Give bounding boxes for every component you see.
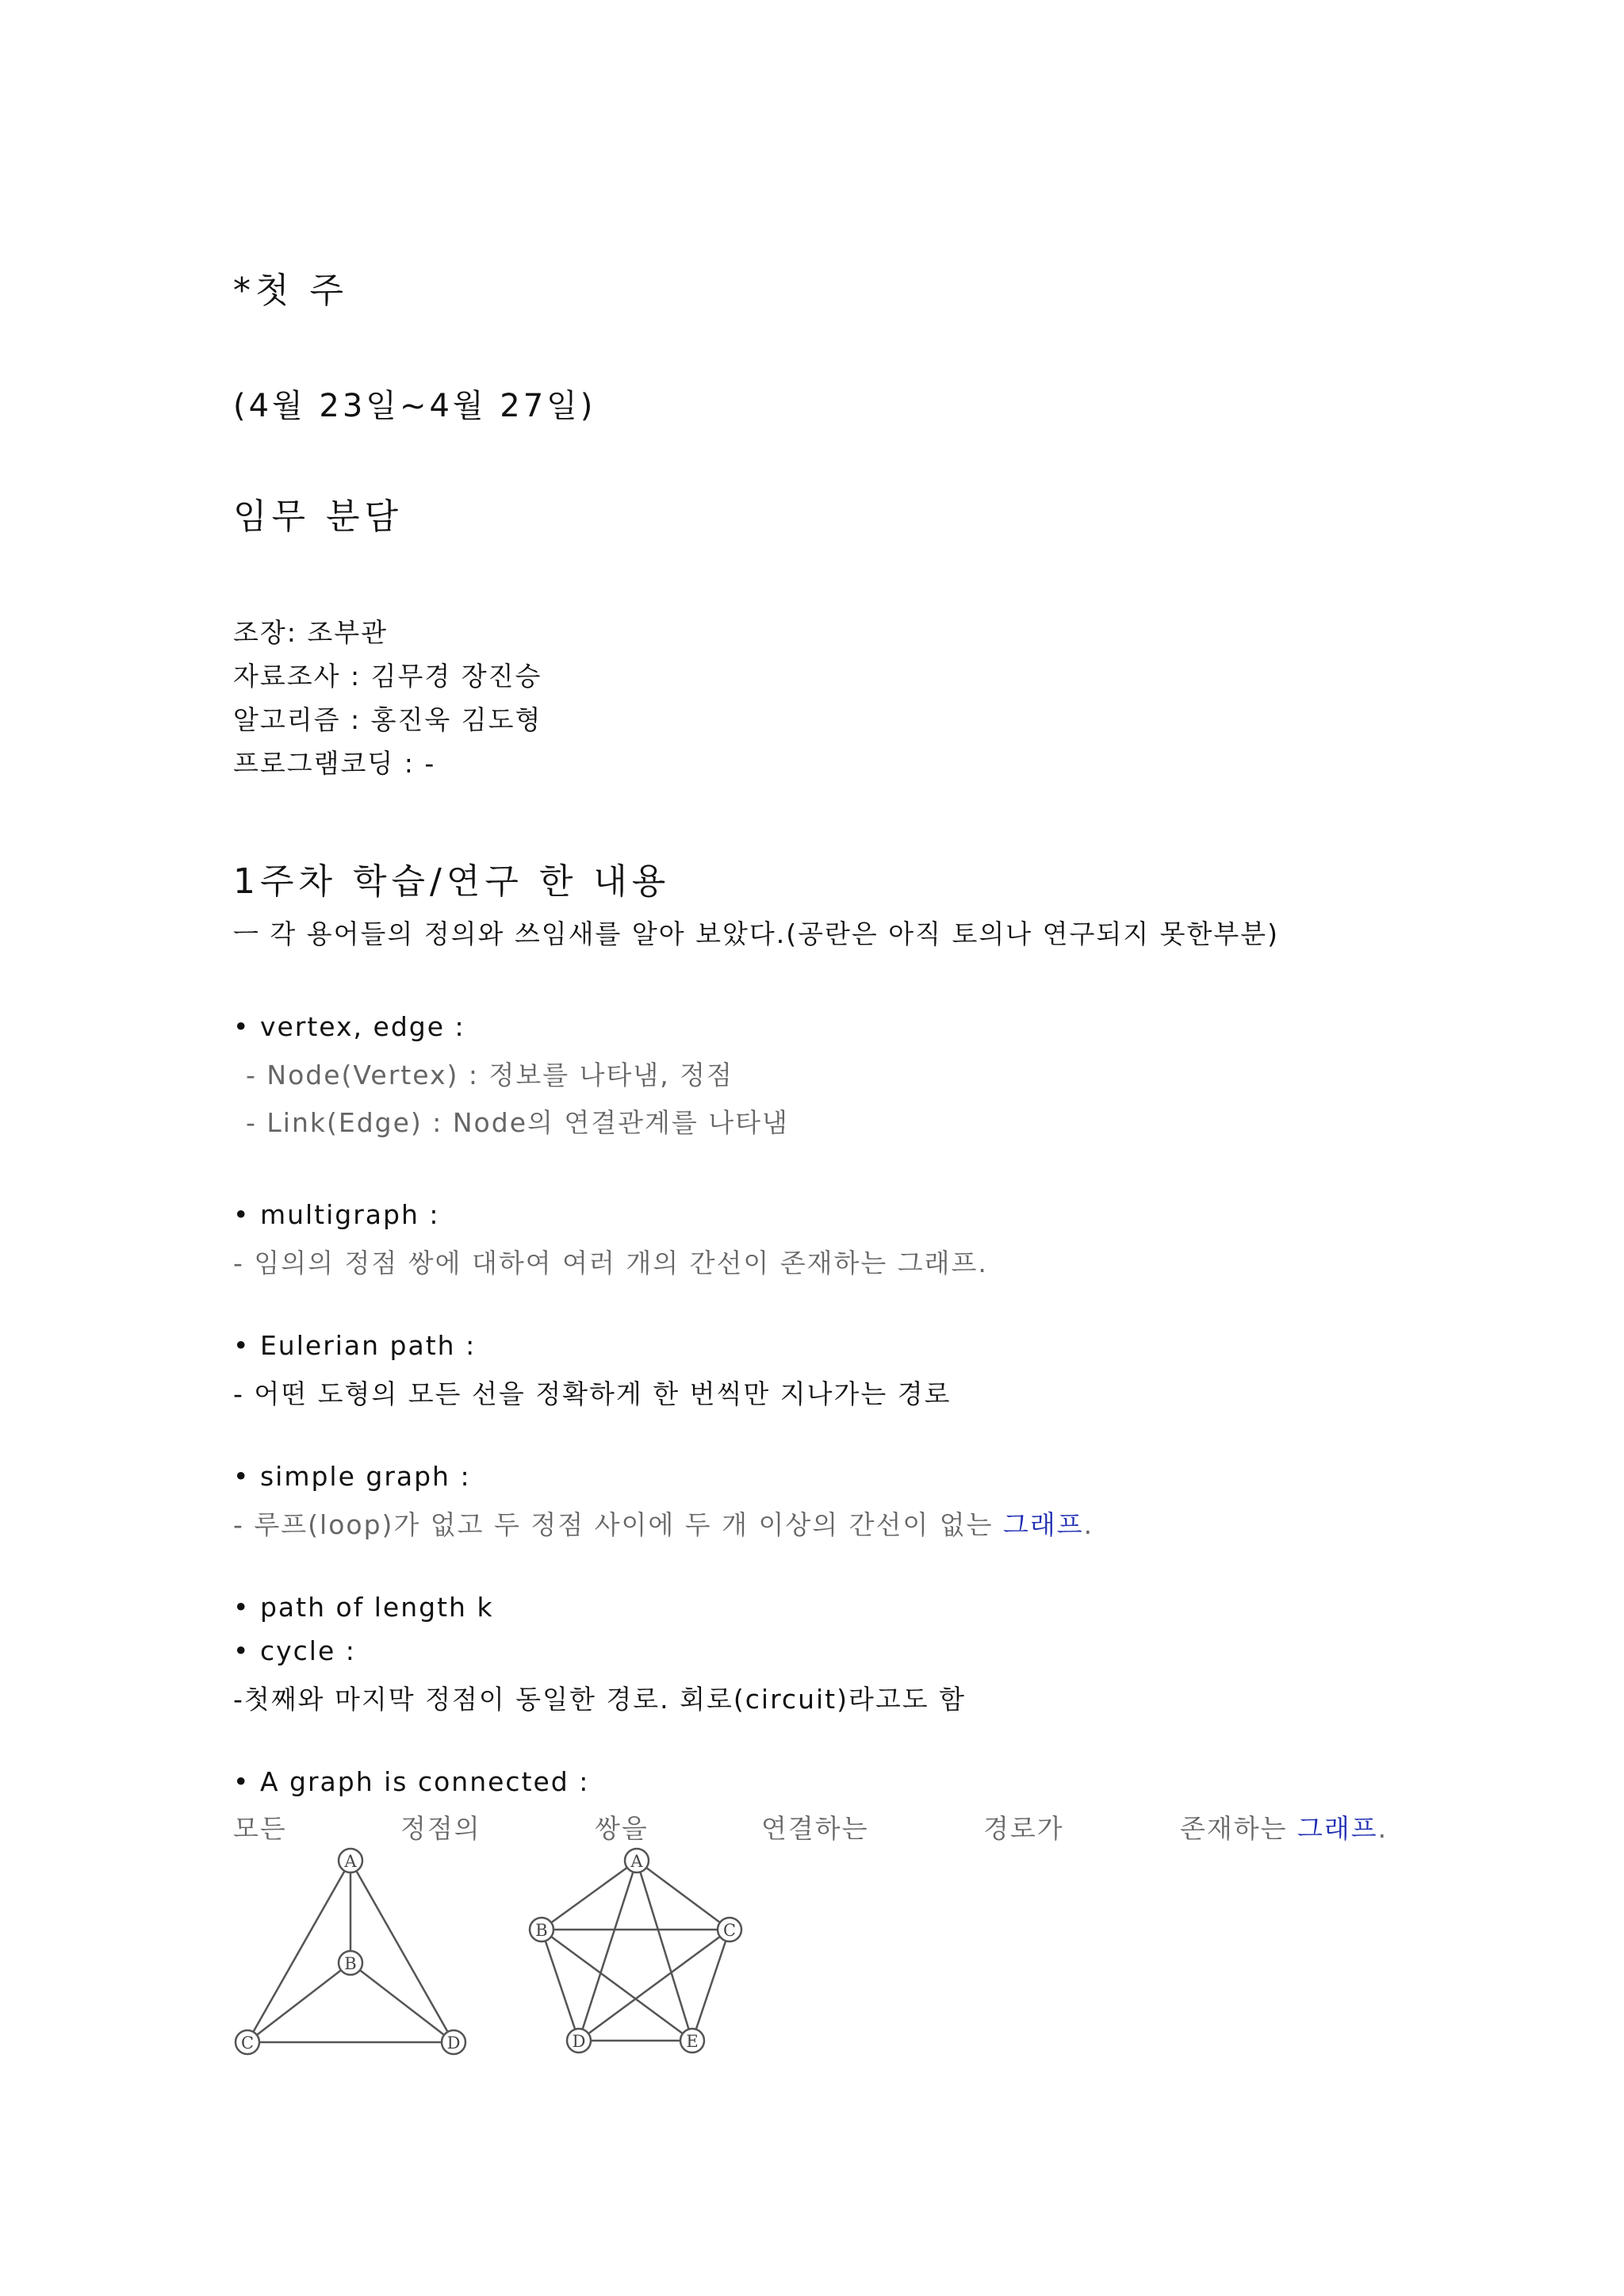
- edge-b-c: [247, 1963, 350, 2042]
- simple-graph-definition: [233, 1504, 1094, 1542]
- cycle-definition: -첫째와 마지막 정점이 동일한 경로. 회로(circuit)라고도 함: [233, 1684, 966, 1715]
- edge-c-e2: [692, 1930, 730, 2041]
- edge-a-c2: [637, 1861, 730, 1930]
- edge-a-d2: [579, 1861, 637, 2041]
- edge-b-d2: [542, 1930, 579, 2041]
- node-b-label: B: [344, 1954, 357, 1973]
- graph-k5: [542, 1861, 730, 2041]
- period: .: [1083, 1509, 1094, 1540]
- edge-a-c: [247, 1861, 350, 2042]
- link-definition: - Link(Edge) : Node의 연결관계를 나타냄: [246, 1107, 789, 1138]
- connected-word-5: 경로가: [983, 1813, 1064, 1844]
- eulerian-definition: - 어떤 도형의 모든 선을 정확하게 한 번씩만 지나가는 경로: [233, 1378, 952, 1409]
- connected-bullet: • A graph is connected :: [233, 1766, 590, 1797]
- study-heading: 1주차 학습/연구 한 내용: [233, 861, 671, 902]
- study-intro: ㅡ 각 용어들의 정의와 쓰임새를 알아 보았다.(공란은 아직 토의나 연구되지 못한부분): [233, 918, 1279, 949]
- connected-graphs-figure: [222, 1832, 761, 2070]
- node-d2-label: D: [572, 2032, 586, 2051]
- node-b2-label: B: [535, 1921, 548, 1940]
- connected-graph-link[interactable]: 그래프: [1297, 1813, 1378, 1844]
- node-definition: - Node(Vertex) : 정보를 나타냄, 정점: [246, 1060, 733, 1091]
- node-a2-label: A: [630, 1852, 643, 1871]
- node-e2-label: E: [686, 2032, 699, 2051]
- edge-a-d: [350, 1861, 454, 2042]
- edge-a-e2: [637, 1861, 692, 2041]
- path-length-bullet: • path of length k: [233, 1592, 494, 1623]
- role-research: 자료조사 : 김무경 장진승: [233, 661, 542, 692]
- week-title: *첫 주: [233, 270, 348, 311]
- connected-word-6-text: 존재하는: [1180, 1813, 1288, 1844]
- node-c-label: C: [240, 2033, 255, 2053]
- multigraph-definition: - 임의의 정점 쌍에 대하여 여러 개의 간선이 존재하는 그래프.: [233, 1248, 988, 1278]
- eulerian-bullet: • Eulerian path :: [233, 1330, 477, 1361]
- role-algorithm: 알고리즘 : 홍진욱 김도형: [233, 704, 542, 735]
- edge-a-b2: [542, 1861, 637, 1930]
- edge-c-d2: [579, 1930, 730, 2041]
- multigraph-bullet: • multigraph :: [233, 1199, 440, 1230]
- connected-period: .: [1377, 1813, 1388, 1844]
- node-d-label: D: [446, 2033, 461, 2053]
- connected-word-1: 모든: [233, 1813, 287, 1844]
- node-c2-label: C: [722, 1921, 737, 1940]
- connected-word-6: [1180, 1808, 1388, 1846]
- connected-word-3: 쌍을: [595, 1813, 649, 1844]
- graph-link[interactable]: 그래프: [1002, 1509, 1084, 1540]
- node-a-label: A: [344, 1852, 357, 1871]
- graph-k5-nodes: [530, 1849, 741, 2053]
- edge-b-d: [350, 1963, 454, 2042]
- cycle-bullet: • cycle :: [233, 1635, 356, 1666]
- simple-graph-text: - 루프(loop)가 없고 두 정점 사이에 두 개 이상의 간선이 없는: [233, 1509, 1003, 1540]
- vertex-edge-bullet: • vertex, edge :: [233, 1011, 465, 1042]
- roles-heading: 임무 분담: [233, 496, 404, 537]
- role-leader: 조장: 조부관: [233, 617, 388, 648]
- edge-b-e2: [542, 1930, 692, 2041]
- connected-word-2: 정점의: [400, 1813, 481, 1844]
- simple-graph-bullet: • simple graph :: [233, 1461, 471, 1492]
- date-range: (4월 23일~4월 27일): [233, 388, 596, 424]
- connected-word-4: 연결하는: [761, 1813, 869, 1844]
- role-coding: 프로그램코딩 : -: [233, 748, 436, 779]
